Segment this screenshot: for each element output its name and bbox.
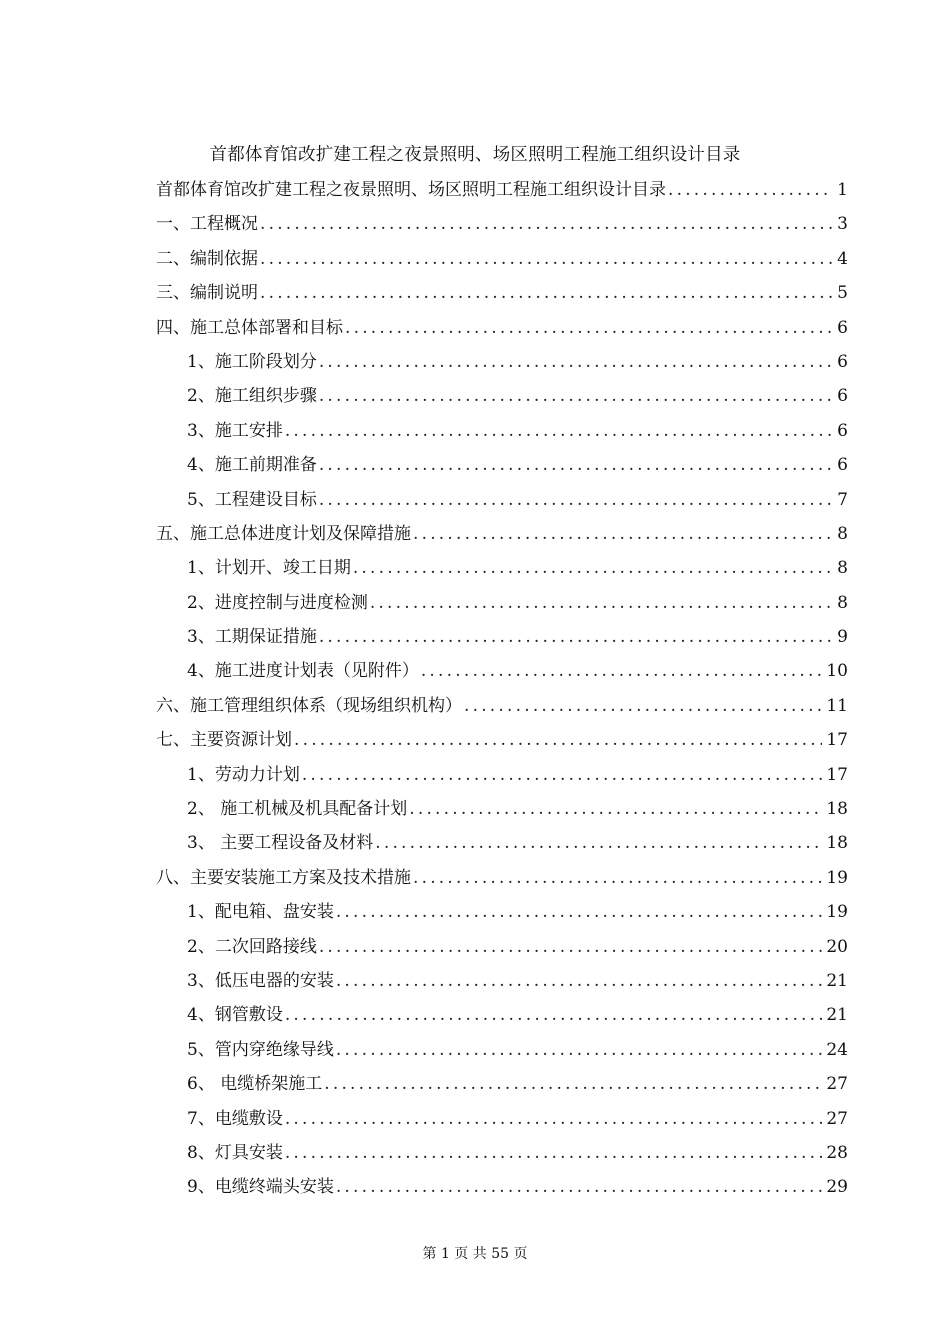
toc-entry-page: 10 <box>826 661 848 682</box>
toc-entry-label: 首都体育馆改扩建工程之夜景照明、场区照明工程施工组织设计目录 <box>156 180 666 200</box>
table-of-contents <box>156 176 848 1208</box>
toc-entry[interactable] <box>156 795 848 829</box>
toc-dot-leader <box>300 761 823 789</box>
toc-dot-leader <box>258 210 833 238</box>
toc-entry[interactable] <box>156 761 848 795</box>
toc-entry-label: 5、管内穿绝缘导线 <box>187 1039 334 1060</box>
toc-dot-leader <box>258 279 833 307</box>
toc-entry[interactable] <box>156 933 848 967</box>
toc-entry-page: 28 <box>826 1142 848 1163</box>
toc-entry-page: 5 <box>837 283 848 304</box>
toc-entry-label: 2、进度控制与进度检测 <box>187 592 368 613</box>
toc-dot-leader <box>317 348 833 376</box>
toc-entry-label: 4、钢管敷设 <box>187 1005 283 1026</box>
toc-entry-label: 2、二次回路接线 <box>187 936 317 957</box>
toc-entry-label: 三、编制说明 <box>156 283 258 304</box>
toc-entry-page: 6 <box>837 455 848 476</box>
toc-entry[interactable] <box>156 520 848 554</box>
toc-entry-label: 3、 主要工程设备及材料 <box>187 833 374 854</box>
toc-dot-leader <box>317 933 823 961</box>
toc-entry-page: 27 <box>826 1108 848 1129</box>
toc-entry[interactable] <box>156 279 848 313</box>
toc-entry-page: 7 <box>837 489 848 510</box>
toc-entry[interactable] <box>156 314 848 348</box>
toc-dot-leader <box>368 589 833 617</box>
toc-entry[interactable] <box>156 1173 848 1207</box>
toc-entry[interactable] <box>156 554 848 588</box>
toc-dot-leader <box>411 864 822 892</box>
toc-dot-leader <box>334 1173 823 1201</box>
toc-entry-label: 1、劳动力计划 <box>187 764 300 785</box>
toc-entry-label: 2、施工组织步骤 <box>187 386 317 407</box>
toc-entry[interactable] <box>156 864 848 898</box>
toc-entry-label: 2、 施工机械及机具配备计划 <box>187 799 408 820</box>
toc-entry-label: 一、工程概况 <box>156 214 258 235</box>
toc-entry-label: 八、主要安装施工方案及技术措施 <box>156 867 411 888</box>
toc-entry[interactable] <box>156 1105 848 1139</box>
toc-entry-page: 4 <box>837 248 848 269</box>
toc-entry[interactable] <box>156 1001 848 1035</box>
toc-dot-leader <box>258 245 833 273</box>
toc-entry-label: 1、施工阶段划分 <box>187 351 317 372</box>
toc-dot-leader <box>419 657 823 685</box>
toc-entry-page: 20 <box>826 936 848 957</box>
toc-dot-leader <box>283 1105 823 1133</box>
toc-entry[interactable] <box>156 451 848 485</box>
toc-entry[interactable] <box>156 417 848 451</box>
toc-dot-leader <box>317 451 833 479</box>
toc-entry-label: 4、施工前期准备 <box>187 455 317 476</box>
toc-entry[interactable] <box>156 486 848 520</box>
toc-dot-leader <box>334 1036 823 1064</box>
toc-entry[interactable] <box>156 348 848 382</box>
toc-entry[interactable] <box>156 1036 848 1070</box>
toc-entry-label: 3、施工安排 <box>187 420 283 441</box>
toc-entry[interactable] <box>156 589 848 623</box>
document-title: 首都体育馆改扩建工程之夜景照明、场区照明工程施工组织设计目录 <box>209 145 741 165</box>
toc-entry-page: 21 <box>826 970 848 991</box>
toc-entry-label: 五、施工总体进度计划及保障措施 <box>156 523 411 544</box>
toc-dot-leader <box>283 417 833 445</box>
toc-entry[interactable] <box>156 829 848 863</box>
toc-entry-label: 3、低压电器的安装 <box>187 970 334 991</box>
toc-entry-page: 8 <box>837 558 848 579</box>
toc-entry-page: 19 <box>826 867 848 888</box>
toc-entry-label: 9、电缆终端头安装 <box>187 1177 334 1198</box>
toc-entry[interactable] <box>156 692 848 726</box>
toc-entry-page: 9 <box>837 627 848 648</box>
toc-dot-leader <box>407 795 822 823</box>
toc-entry-page: 3 <box>837 214 848 235</box>
toc-entry[interactable] <box>156 382 848 416</box>
toc-entry-label: 1、配电箱、盘安装 <box>187 902 334 923</box>
toc-entry-page: 18 <box>826 833 848 854</box>
toc-dot-leader <box>317 623 833 651</box>
toc-entry-page: 24 <box>826 1039 848 1060</box>
toc-entry-page: 1 <box>837 180 848 200</box>
toc-entry-page: 8 <box>837 523 848 544</box>
toc-entry[interactable] <box>156 623 848 657</box>
toc-entry-page: 21 <box>826 1005 848 1026</box>
toc-dot-leader <box>322 1070 822 1098</box>
toc-dot-leader <box>666 176 833 204</box>
toc-entry[interactable] <box>156 245 848 279</box>
toc-dot-leader <box>334 967 823 995</box>
toc-entry-label: 8、灯具安装 <box>187 1142 283 1163</box>
toc-entry[interactable] <box>156 1070 848 1104</box>
toc-entry[interactable] <box>156 210 848 244</box>
toc-entry-label: 6、 电缆桥架施工 <box>187 1074 323 1095</box>
toc-entry-page: 17 <box>826 730 848 751</box>
toc-entry-label: 四、施工总体部署和目标 <box>156 317 343 338</box>
toc-entry-page: 27 <box>826 1074 848 1095</box>
toc-entry-page: 8 <box>837 592 848 613</box>
toc-entry[interactable] <box>156 1139 848 1173</box>
toc-entry-page: 6 <box>837 351 848 372</box>
toc-entry-page: 18 <box>826 799 848 820</box>
toc-entry-label: 六、施工管理组织体系（现场组织机构） <box>156 695 462 716</box>
toc-entry-page: 6 <box>837 317 848 338</box>
page-footer: 第 1 页 共 55 页 <box>422 1246 528 1262</box>
toc-entry[interactable] <box>156 176 848 210</box>
toc-entry-label: 七、主要资源计划 <box>156 730 292 751</box>
toc-entry-label: 4、施工进度计划表（见附件） <box>187 661 419 682</box>
toc-dot-leader <box>283 1001 823 1029</box>
toc-entry[interactable] <box>156 898 848 932</box>
toc-dot-leader <box>334 898 823 926</box>
toc-entry[interactable] <box>156 657 848 691</box>
toc-entry-label: 二、编制依据 <box>156 248 258 269</box>
toc-entry-page: 19 <box>826 902 848 923</box>
toc-entry-page: 29 <box>826 1177 848 1198</box>
toc-dot-leader <box>411 520 833 548</box>
toc-entry-label: 1、计划开、竣工日期 <box>187 558 351 579</box>
toc-dot-leader <box>373 829 822 857</box>
toc-entry[interactable] <box>156 967 848 1001</box>
toc-dot-leader <box>283 1139 823 1167</box>
toc-entry-label: 7、电缆敷设 <box>187 1108 283 1129</box>
toc-entry-label: 3、工期保证措施 <box>187 627 317 648</box>
toc-entry-page: 11 <box>826 695 848 716</box>
toc-entry-page: 6 <box>837 386 848 407</box>
toc-dot-leader <box>317 382 833 410</box>
toc-entry-page: 6 <box>837 420 848 441</box>
toc-dot-leader <box>317 486 833 514</box>
toc-dot-leader <box>343 314 833 342</box>
toc-dot-leader <box>351 554 833 582</box>
toc-entry-label: 5、工程建设目标 <box>187 489 317 510</box>
toc-entry-page: 17 <box>826 764 848 785</box>
toc-entry[interactable] <box>156 726 848 760</box>
toc-dot-leader <box>462 692 822 720</box>
toc-dot-leader <box>292 726 822 754</box>
